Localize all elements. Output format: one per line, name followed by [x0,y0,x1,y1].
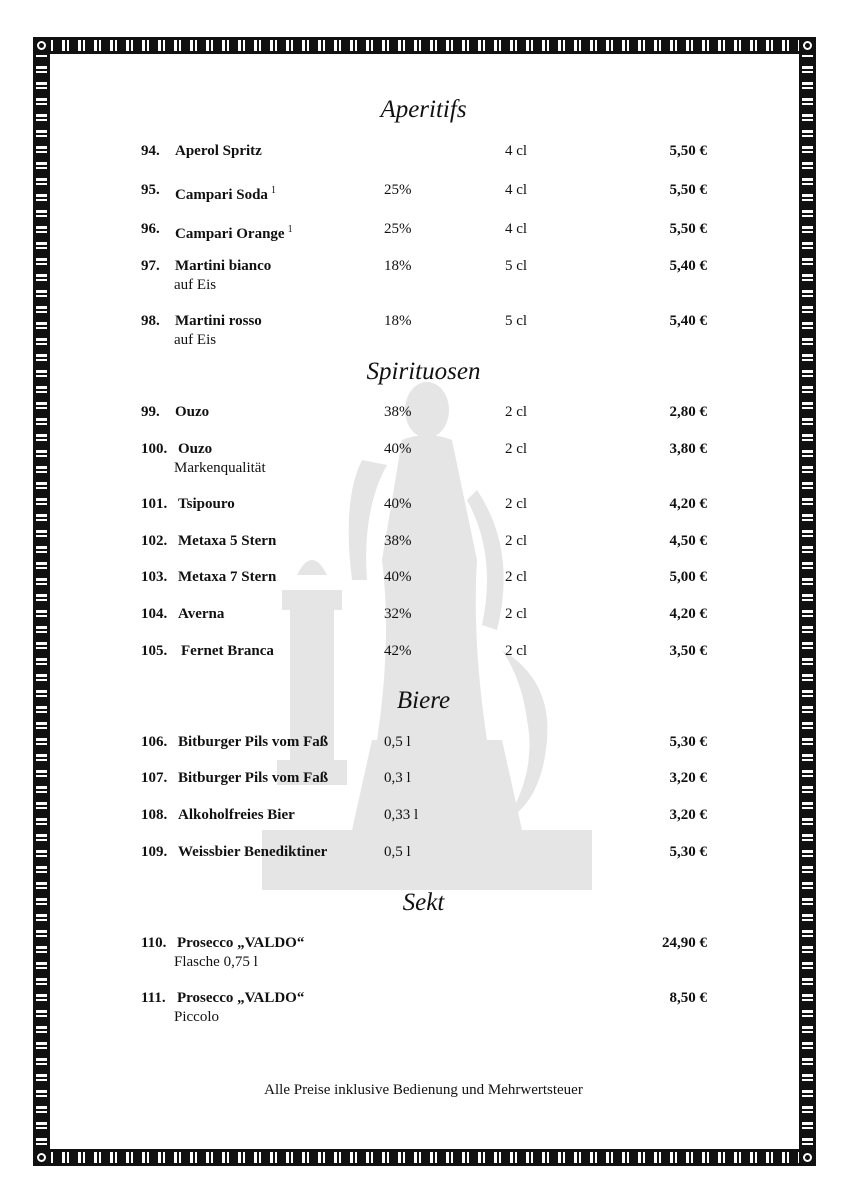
item-quantity: 2 cl [505,606,528,622]
item-price: 5,50 € [669,221,707,237]
section-title-spirituosen: Spirituosen [366,358,481,385]
item-name: Tsipouro [178,496,235,512]
item-name: Bitburger Pils vom Faß [178,770,329,786]
item-note: Markenqualität [174,460,266,476]
item-abv: 32% [384,606,412,622]
item-quantity: 5 cl [505,258,528,274]
item-price: 5,50 € [669,182,707,198]
item-number: 95. [141,182,160,198]
item-number: 97. [141,258,160,274]
item-number: 101. [141,496,168,512]
item-price: 5,30 € [669,844,707,860]
item-number: 106. [141,734,168,750]
item-price: 5,30 € [669,734,707,750]
item-abv: 40% [384,441,412,457]
item-abv: 25% [384,182,412,198]
item-name: Ouzo [178,441,213,457]
item-quantity: 2 cl [505,643,528,659]
section-title-biere: Biere [396,687,451,714]
item-quantity: 0,3 l [384,770,411,786]
footnote-marker: 1 [287,224,293,235]
footnote-marker: 1 [270,185,276,196]
item-note: auf Eis [174,277,217,293]
item-price: 3,20 € [669,770,707,786]
item-price: 24,90 € [662,935,707,951]
item-number: 105. [141,643,168,659]
item-name: Metaxa 5 Stern [178,533,277,549]
item-name: Ouzo [175,404,210,420]
item-quantity: 2 cl [505,569,528,585]
item-price: 4,20 € [669,606,707,622]
item-price: 4,20 € [669,496,707,512]
item-quantity: 0,33 l [384,807,419,823]
item-quantity: 2 cl [505,496,528,512]
item-price: 5,50 € [669,143,707,159]
item-name: Martini rosso [175,313,262,329]
item-abv: 18% [384,258,412,274]
section-title-sekt: Sekt [402,889,445,916]
item-quantity: 4 cl [505,221,528,237]
item-name: Martini bianco [175,258,272,274]
item-name: Bitburger Pils vom Faß [178,734,329,750]
item-number: 111. [141,990,166,1006]
item-number: 104. [141,606,168,622]
item-price: 5,00 € [669,569,707,585]
item-abv: 38% [384,533,412,549]
item-number: 100. [141,441,168,457]
item-note: Flasche 0,75 l [174,954,258,970]
item-name: Alkoholfreies Bier [178,807,295,823]
item-name: Aperol Spritz [175,143,262,159]
item-number: 107. [141,770,168,786]
item-name: Averna [178,606,225,622]
item-name: Metaxa 7 Stern [178,569,277,585]
item-name: Campari Soda $^1$ [175,185,276,203]
item-quantity: 2 cl [505,441,528,457]
item-price: 2,80 € [669,404,707,420]
item-quantity: 5 cl [505,313,528,329]
item-number: 96. [141,221,160,237]
item-abv: 42% [384,643,412,659]
item-number: 99. [141,404,160,420]
price-notice-footer: Alle Preise inklusive Bedienung und Mehrwertsteuer [264,1082,583,1098]
item-number: 94. [141,143,160,159]
item-quantity: 2 cl [505,533,528,549]
item-number: 110. [141,935,167,951]
item-name: Prosecco „VALDO“ [177,990,305,1006]
item-number: 98. [141,313,160,329]
item-price: 3,20 € [669,807,707,823]
item-price: 3,80 € [669,441,707,457]
item-quantity: 0,5 l [384,734,411,750]
item-abv: 25% [384,221,412,237]
item-abv: 40% [384,569,412,585]
item-number: 103. [141,569,168,585]
item-price: 8,50 € [669,990,707,1006]
section-title-aperitifs: Aperitifs [380,96,467,123]
item-note: Piccolo [174,1009,219,1025]
item-abv: 40% [384,496,412,512]
item-abv: 38% [384,404,412,420]
item-number: 108. [141,807,168,823]
item-quantity: 2 cl [505,404,528,420]
item-price: 5,40 € [669,258,707,274]
item-name: Fernet Branca [181,643,274,659]
item-name: Prosecco „VALDO“ [177,935,305,951]
item-quantity: 4 cl [505,182,528,198]
item-note: auf Eis [174,332,217,348]
item-name: Campari Orange $^1$ [175,224,293,242]
item-number: 109. [141,844,168,860]
item-name: Weissbier Benediktiner [178,844,328,860]
item-price: 3,50 € [669,643,707,659]
item-price: 4,50 € [669,533,707,549]
item-quantity: 0,5 l [384,844,411,860]
item-quantity: 4 cl [505,143,528,159]
item-number: 102. [141,533,168,549]
item-abv: 18% [384,313,412,329]
item-price: 5,40 € [669,313,707,329]
